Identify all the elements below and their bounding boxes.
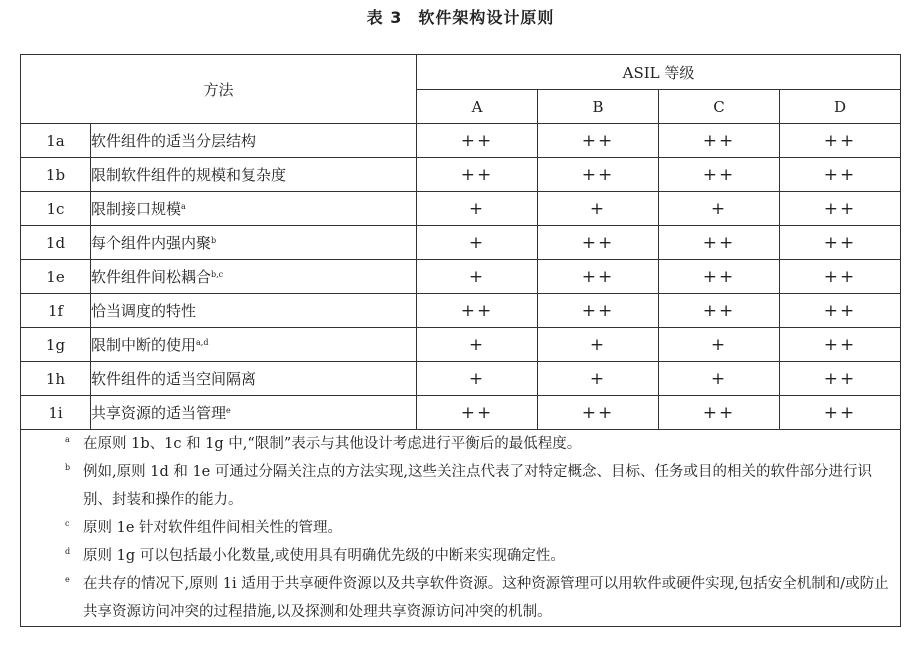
rating-a: ++ <box>417 124 538 158</box>
footnote-mark: e <box>65 575 70 584</box>
footnote-ref: b,c <box>211 270 224 279</box>
row-name <box>91 158 417 192</box>
footnote-mark: a <box>65 435 70 444</box>
rating-b: ++ <box>538 158 659 192</box>
rating-a: + <box>417 260 538 294</box>
footnote <box>21 458 900 514</box>
rating-b: ++ <box>538 260 659 294</box>
rating-d: ++ <box>780 260 901 294</box>
rating-b: ++ <box>538 294 659 328</box>
footnote-text: 在原则 1b、1c 和 1g 中,“限制”表示与其他设计考虑进行平衡后的最低程度。 <box>83 436 582 452</box>
footnote-mark: d <box>65 547 71 556</box>
row-name <box>91 294 417 328</box>
footnote-ref: b <box>211 236 217 245</box>
rating-c: ++ <box>659 260 780 294</box>
rating-d: ++ <box>780 124 901 158</box>
rating-b: + <box>538 192 659 226</box>
table-title <box>0 6 921 30</box>
row-name-text: 限制接口规模 <box>91 200 182 218</box>
asil-level-c: C <box>659 90 780 124</box>
footnotes <box>21 430 901 627</box>
footnote-text: 在共存的情况下,原则 1i 适用于共享硬件资源以及共享软件资源。这种资源管理可以用软件或硬件实现,包括安全机制和/或防止共享资源访问冲突的过程措施,以及探测和处理共享资源访问冲突的机制。 <box>83 576 889 620</box>
table-row <box>21 226 901 260</box>
row-name-text: 恰当调度的特性 <box>91 302 197 320</box>
asil-level-a: A <box>417 90 538 124</box>
rating-a: ++ <box>417 158 538 192</box>
row-code: 1d <box>21 226 91 260</box>
rating-b: + <box>538 362 659 396</box>
row-name <box>91 362 417 396</box>
footnote <box>21 430 900 458</box>
rating-c: ++ <box>659 226 780 260</box>
row-name <box>91 328 417 362</box>
notes-row <box>21 430 901 627</box>
row-name <box>91 396 417 430</box>
rating-c: ++ <box>659 396 780 430</box>
row-name-text: 软件组件的适当空间隔离 <box>91 370 257 388</box>
rating-d: ++ <box>780 362 901 396</box>
rating-c: + <box>659 362 780 396</box>
table-row <box>21 260 901 294</box>
asil-level-d: D <box>780 90 901 124</box>
row-code: 1f <box>21 294 91 328</box>
table-row <box>21 294 901 328</box>
footnote-ref: a <box>181 202 186 211</box>
asil-header: ASIL 等级 <box>417 55 901 90</box>
rating-a: + <box>417 226 538 260</box>
table-row <box>21 396 901 430</box>
footnote-text: 原则 1g 可以包括最小化数量,或使用具有明确优先级的中断来实现确定性。 <box>83 548 565 564</box>
row-code: 1i <box>21 396 91 430</box>
rating-d: ++ <box>780 328 901 362</box>
rating-c: ++ <box>659 124 780 158</box>
footnote-text: 原则 1e 针对软件组件间相关性的管理。 <box>83 520 343 536</box>
row-name <box>91 192 417 226</box>
row-name-text: 软件组件的适当分层结构 <box>91 132 257 150</box>
rating-c: + <box>659 328 780 362</box>
footnote-ref: a,d <box>196 338 209 347</box>
asil-level-b: B <box>538 90 659 124</box>
rating-a: ++ <box>417 294 538 328</box>
rating-c: ++ <box>659 158 780 192</box>
footnote-ref: e <box>226 406 231 415</box>
row-name <box>91 124 417 158</box>
rating-a: + <box>417 192 538 226</box>
rating-b: ++ <box>538 396 659 430</box>
rating-a: + <box>417 328 538 362</box>
rating-c: ++ <box>659 294 780 328</box>
row-code: 1g <box>21 328 91 362</box>
table-row <box>21 124 901 158</box>
rating-d: ++ <box>780 158 901 192</box>
table-row <box>21 158 901 192</box>
rating-a: ++ <box>417 396 538 430</box>
design-principles-table <box>20 54 901 627</box>
row-code: 1b <box>21 158 91 192</box>
row-code: 1a <box>21 124 91 158</box>
rating-c: + <box>659 192 780 226</box>
footnote <box>21 514 900 542</box>
footnote-text: 例如,原则 1d 和 1e 可通过分隔关注点的方法实现,这些关注点代表了对特定概念、目标、任务或目的相关的软件部分进行识别、封装和操作的能力。 <box>83 464 872 508</box>
table-number: 表 3 <box>366 8 403 27</box>
row-code: 1c <box>21 192 91 226</box>
table-caption: 软件架构设计原则 <box>418 8 555 27</box>
row-code: 1h <box>21 362 91 396</box>
rating-b: + <box>538 328 659 362</box>
row-name <box>91 260 417 294</box>
footnote-mark: c <box>65 519 70 528</box>
table-row <box>21 328 901 362</box>
row-name-text: 限制软件组件的规模和复杂度 <box>91 166 287 184</box>
rating-b: ++ <box>538 226 659 260</box>
row-name-text: 软件组件间松耦合 <box>91 268 212 286</box>
rating-a: + <box>417 362 538 396</box>
row-name-text: 限制中断的使用 <box>91 336 197 354</box>
table-row <box>21 192 901 226</box>
method-header: 方法 <box>21 55 417 124</box>
rating-d: ++ <box>780 226 901 260</box>
row-name <box>91 226 417 260</box>
footnote <box>21 542 900 570</box>
footnote <box>21 570 900 626</box>
table-row <box>21 362 901 396</box>
row-name-text: 每个组件内强内聚 <box>91 234 212 252</box>
row-code: 1e <box>21 260 91 294</box>
rating-d: ++ <box>780 294 901 328</box>
rating-b: ++ <box>538 124 659 158</box>
footnote-mark: b <box>65 463 71 472</box>
rating-d: ++ <box>780 396 901 430</box>
rating-d: ++ <box>780 192 901 226</box>
row-name-text: 共享资源的适当管理 <box>91 404 227 422</box>
